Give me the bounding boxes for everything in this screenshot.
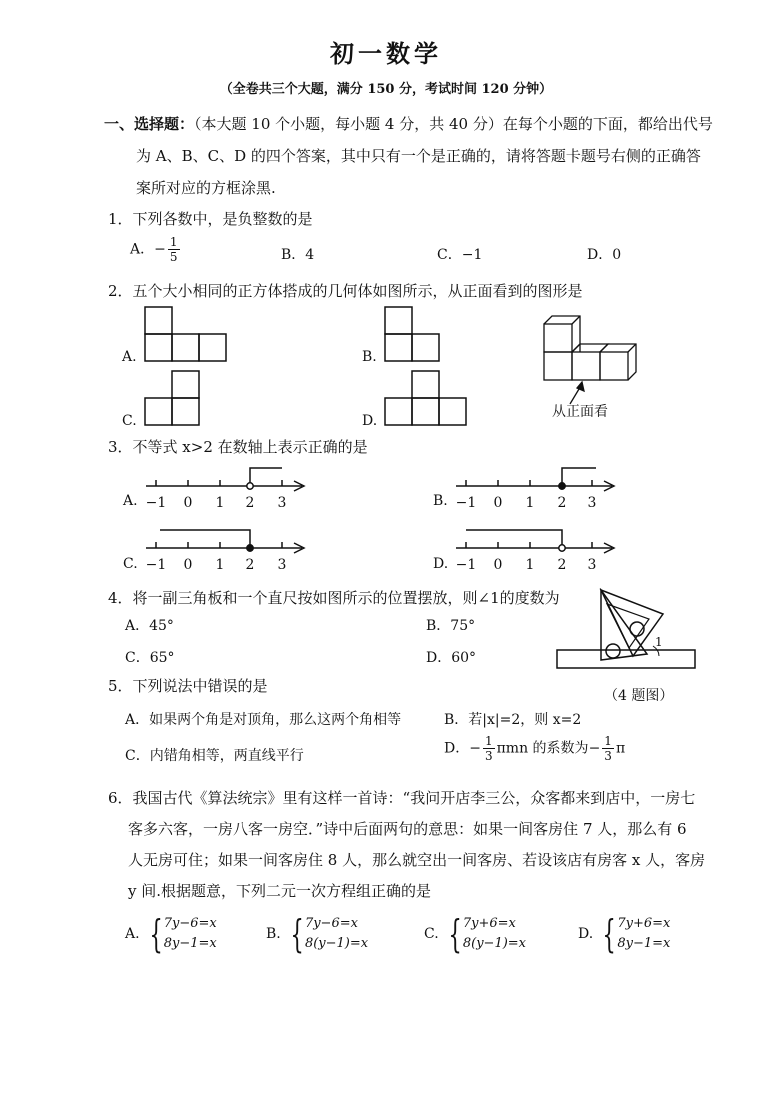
q1-stem: 1．下列各数中，是负整数的是 [108,210,313,228]
q2-option-a-figure [144,306,228,362]
q6-line-1: 6．我国古代《算法统宗》里有这样一首诗：“我问开店李三公，众客都来到店中，一房七 [108,789,696,807]
q6-option-a [125,914,217,954]
minus-sign: − [469,740,481,757]
q2-option-d-figure [384,370,468,426]
pi-symbol: π [615,740,626,757]
fraction-numerator: 1 [484,734,493,748]
tick-label: 2 [557,557,567,573]
q4-stem: 4．将一副三角板和一个直尺按如图所示的位置摆放，则∠1的度数为 [108,589,560,607]
tick-label: 2 [245,495,255,511]
tick-label: 2 [557,495,567,511]
q4-figure [555,588,700,674]
tick-label: 3 [277,557,287,573]
q1-option-c: C．−1 [437,247,483,263]
angle-1-label: 1 [655,635,663,649]
q4-option-b: B．75° [426,618,476,634]
q3-option-c-label: C. [123,556,138,572]
fraction-denominator: 5 [169,250,178,264]
q6-option-c [424,914,526,954]
fraction-denominator: 3 [604,749,612,763]
q3-option-d-numberline [452,524,620,576]
page-title: 初一数学 [330,39,442,68]
equation-system [617,914,670,954]
q6-line-3: 人无房可住；如果一间客房住 8 人，那么就空出一间客房、若设该店有房客 x 人，客房 [128,851,706,869]
equation-system [305,914,368,954]
q1-option-b: B．4 [281,247,315,263]
q1-option-a-fraction [168,236,180,263]
tick-label: 0 [183,495,193,511]
tick-label: 2 [245,557,255,573]
q5-option-c: C．内错角相等，两直线平行 [125,748,304,764]
q2-solid-figure [540,312,640,408]
brace-icon: { [602,912,616,956]
equation-2: 8(y−1)=x [304,936,369,951]
brace-icon: { [149,912,163,956]
q4-option-d: D．60° [426,650,477,666]
equation-2: 8y−1=x [617,936,671,951]
q1-option-d: D．0 [587,247,622,263]
tick-label: 1 [525,495,535,511]
equation-2: 8(y−1)=x [462,936,527,951]
q3-option-a-numberline [142,462,310,514]
q2-stem: 2．五个大小相同的正方体搭成的几何体如图所示，从正面看到的图形是 [108,282,583,300]
q2-option-b-label: B. [362,349,377,365]
equation-system [463,914,526,954]
q2-option-a-label: A. [122,349,137,365]
q6-option-d [578,914,670,954]
section-intro-line-2: 为 A、B、C、D 的四个答案，其中只有一个是正确的，请将答题卡题号右侧的正确答 [136,147,701,165]
q6-option-a-label: A. [125,926,140,942]
q5-stem: 5．下列说法中错误的是 [108,677,268,695]
q4-figure-caption: （4 题图） [604,688,674,704]
exam-info: （全卷共三个大题，满分 150 分，考试时间 120 分钟） [219,82,553,97]
tick-label: 0 [493,557,503,573]
q6-option-c-label: C. [424,926,439,942]
tick-label: 0 [183,557,193,573]
q1-option-a-sign: − [154,241,166,258]
q2-option-d-label: D. [362,413,378,429]
fraction-denominator: 3 [484,749,493,763]
section-instructions: （本大题 10 个小题，每小题 4 分，共 40 分）在每个小题的下面，都给出代号 [194,115,713,133]
q6-line-4: y 间.根据题意，下列二元一次方程组正确的是 [128,882,432,900]
q6-line-2: 客多六客，一房八客一房空．”诗中后面两句的意思：如果一间客房住 7 人，那么有 6 [128,820,687,838]
tick-label: −1 [455,557,477,573]
q3-stem: 3．不等式 x>2 在数轴上表示正确的是 [108,438,368,456]
q4-option-c: C．65° [125,650,175,666]
tick-label: 3 [587,557,597,573]
tick-label: 1 [525,557,535,573]
q5-option-d-label: D． [444,740,470,757]
q3-option-d-label: D. [433,556,449,572]
q3-option-a-label: A. [123,493,138,509]
tick-label: 3 [277,495,287,511]
tick-label: 1 [215,557,225,573]
brace-icon: { [290,912,304,956]
q2-figure-caption: 从正面看 [552,404,608,420]
tick-label: −1 [145,557,167,573]
fraction-numerator: 1 [604,734,612,748]
q1-option-a [130,236,182,263]
fraction-numerator: 1 [169,235,178,249]
tick-label: 0 [493,495,503,511]
minus-sign: − [588,740,601,757]
q3-option-b-numberline [452,462,620,514]
q6-option-d-label: D. [578,926,594,942]
q5-option-d-text: πmn 的系数为 [496,740,589,757]
q3-option-b-label: B. [433,493,448,509]
tick-label: −1 [145,495,167,511]
q2-option-c-label: C. [122,413,137,429]
section-intro-line-3: 案所对应的方框涂黑. [136,179,276,197]
q6-option-b [266,914,368,954]
q6-option-b-label: B. [266,926,281,942]
equation-1: 7y+6=x [617,916,671,931]
tick-label: −1 [455,495,477,511]
section-intro-line-1 [104,113,713,134]
fraction [483,735,495,762]
equation-2: 8y−1=x [163,936,217,951]
brace-icon: { [448,912,462,956]
q2-option-c-figure [144,370,202,426]
equation-1: 7y−6=x [304,916,358,931]
q5-option-d [444,735,625,762]
q1-option-a-label: A． [130,241,155,258]
q4-option-a: A．45° [125,618,174,634]
q5-option-a: A．如果两个角是对顶角，那么这两个角相等 [125,712,402,728]
section-heading: 一、选择题： [104,115,195,133]
equation-system [164,914,217,954]
fraction [602,735,614,762]
equation-1: 7y−6=x [163,916,217,931]
tick-label: 3 [587,495,597,511]
q2-option-b-figure [384,306,442,362]
q5-option-b: B．若|x|=2，则 x=2 [444,712,582,728]
tick-label: 1 [215,495,225,511]
equation-1: 7y+6=x [462,916,516,931]
q3-option-c-numberline [142,524,310,576]
